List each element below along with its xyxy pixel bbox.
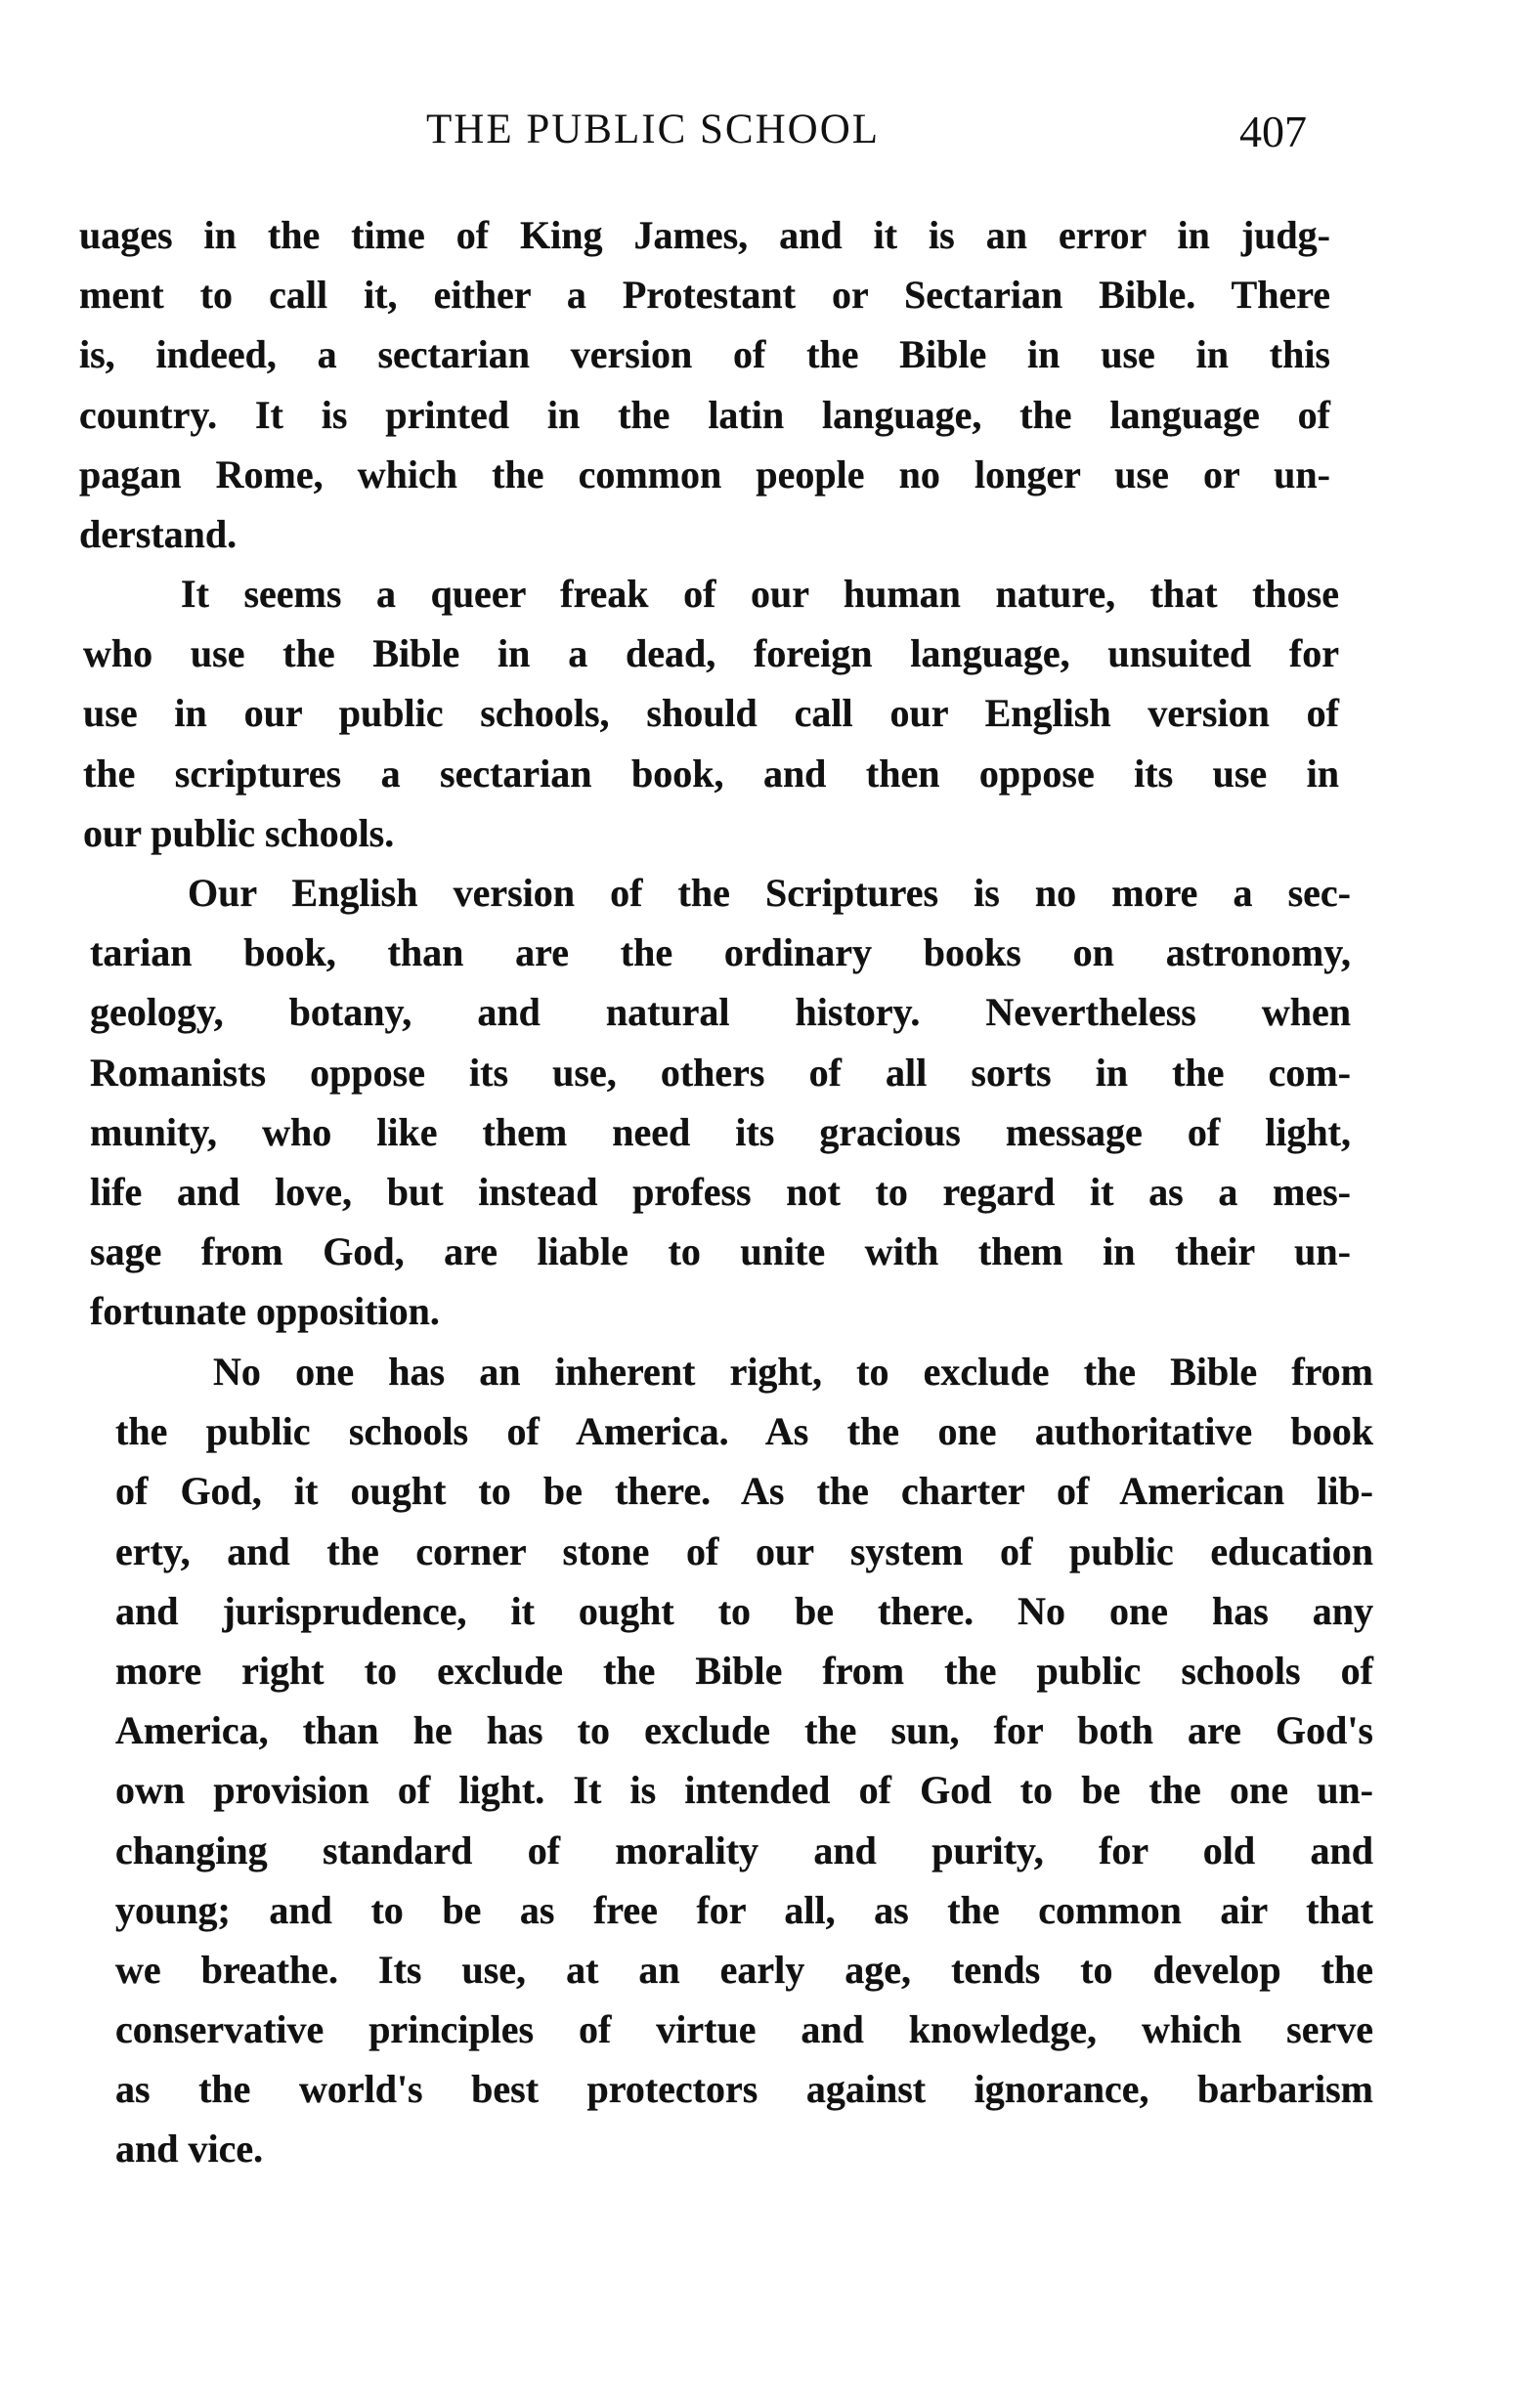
text-line: America, than he has to exclude the sun, for both are God's — [115, 1708, 1373, 1753]
text-line: the scriptures a sectarian book, and then oppose its use in — [83, 751, 1339, 796]
text-line: sage from God, are liable to unite with them in their un- — [90, 1229, 1351, 1274]
text-line: Our English version of the Scriptures is no more a sec- — [188, 871, 1351, 915]
text-line: as the world's best protectors against ignorance, barbarism — [115, 2067, 1373, 2112]
text-line: and vice. — [115, 2127, 264, 2172]
text-line: tarian book, than are the ordinary books on astronomy, — [90, 930, 1351, 975]
text-line: is, indeed, a sectarian version of the Bible in use in this — [79, 332, 1330, 377]
text-line: own provision of light. It is intended of God to be the one un- — [115, 1768, 1373, 1813]
text-line: use in our public schools, should call our English version of — [83, 691, 1339, 736]
text-line: erty, and the corner stone of our system of public education — [115, 1528, 1373, 1573]
text-line: country. It is printed in the latin language, the language of — [79, 392, 1330, 437]
text-line: uages in the time of King James, and it is an error in judg- — [79, 213, 1330, 257]
text-line: derstand. — [79, 511, 238, 556]
paragraph — [115, 1342, 1373, 2179]
paragraph — [90, 863, 1351, 1342]
page-header — [0, 106, 1516, 164]
paragraph — [79, 205, 1330, 564]
text-line: young; and to be as free for all, as the common air that — [115, 1887, 1373, 1932]
paragraph — [83, 564, 1339, 863]
text-line: we breathe. Its use, at an early age, tends to develop the — [115, 1947, 1373, 1992]
text-line: conservative principles of virtue and knowledge, which serve — [115, 2007, 1373, 2052]
text-line: changing standard of morality and purity, for old and — [115, 1828, 1373, 1872]
text-line: of God, it ought to be there. As the charter of American lib- — [115, 1469, 1373, 1514]
text-line: ment to call it, either a Protestant or Sectarian Bible. There — [79, 273, 1330, 318]
text-line: our public schools. — [83, 810, 395, 855]
text-line: the public schools of America. As the one authoritative book — [115, 1409, 1373, 1454]
text-line: geology, botany, and natural history. Nevertheless when — [90, 990, 1351, 1035]
text-line: and jurisprudence, it ought to be there. No one has any — [115, 1588, 1373, 1633]
text-line: life and love, but instead profess not to regard it as a mes- — [90, 1169, 1351, 1214]
text-line: No one has an inherent right, to exclude the Bible from — [213, 1350, 1373, 1394]
text-line: It seems a queer freak of our human nature, that those — [181, 572, 1339, 616]
page-number: 407 — [1239, 107, 1307, 156]
text-line: fortunate opposition. — [90, 1289, 440, 1334]
running-title: THE PUBLIC SCHOOL — [426, 107, 881, 152]
text-line: pagan Rome, which the common people no longer use or un- — [79, 452, 1330, 496]
text-line: munity, who like them need its gracious message of light, — [90, 1109, 1351, 1154]
text-line: Romanists oppose its use, others of all sorts in the com- — [90, 1050, 1351, 1095]
text-line: who use the Bible in a dead, foreign language, unsuited for — [83, 631, 1339, 676]
text-line: more right to exclude the Bible from the public schools of — [115, 1648, 1373, 1693]
